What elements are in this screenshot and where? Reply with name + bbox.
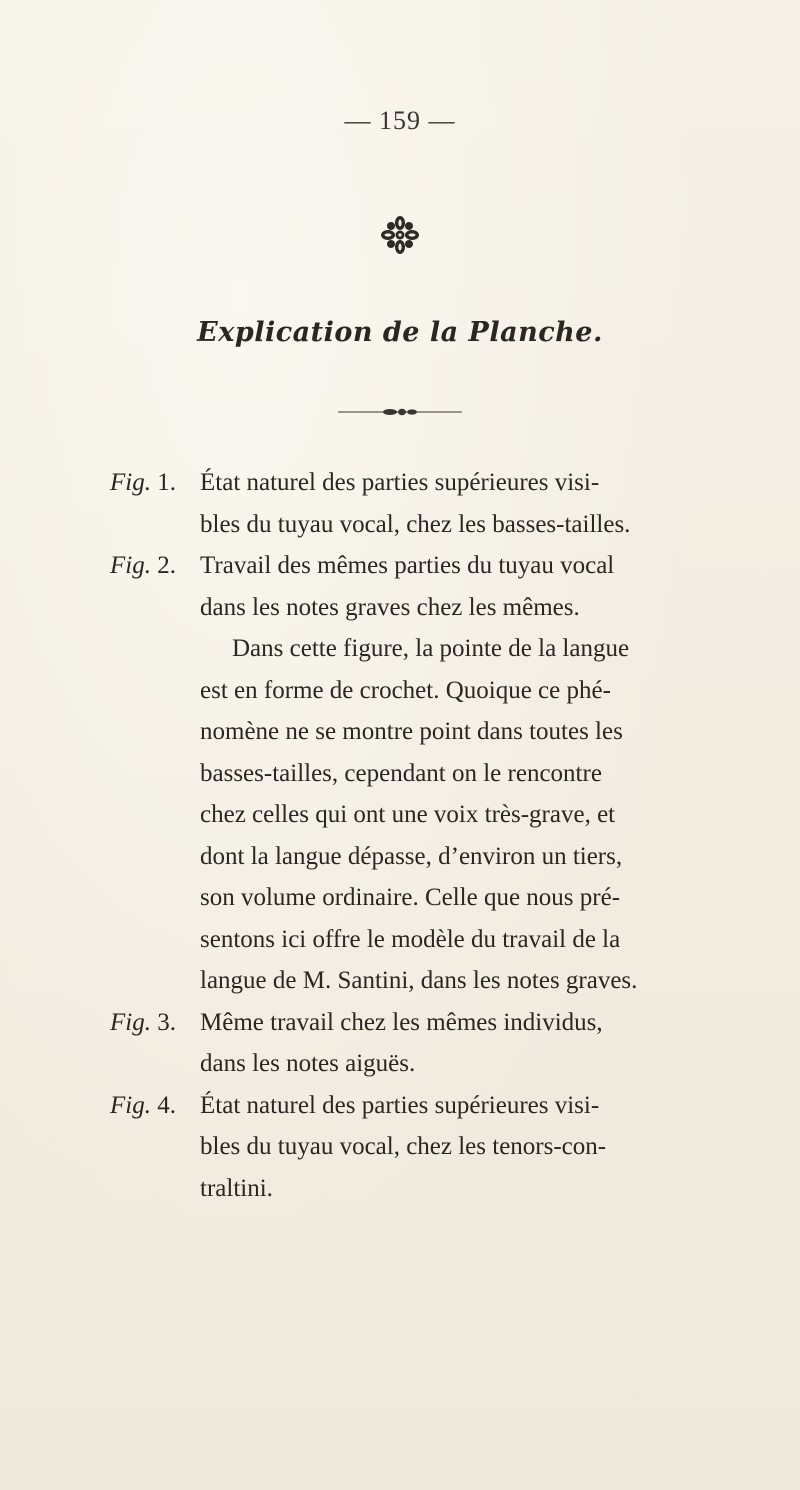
figure-label: Fig. 2. — [110, 552, 176, 579]
entry-text: bles du tuyau vocal, chez les basses-tailles. — [200, 510, 631, 538]
figure-entry-3 — [0, 1002, 800, 1085]
entry-line — [0, 587, 800, 629]
entry-text: traltini. — [200, 1174, 273, 1202]
figure-label: Fig. 3. — [110, 1008, 176, 1036]
figure-label: Fig. 1. — [110, 469, 176, 496]
entry-line — [0, 711, 800, 753]
fleuron-icon — [378, 213, 422, 257]
entry-line — [0, 628, 800, 670]
entry-text: dans les notes graves chez les mêmes. — [200, 593, 580, 621]
ornamental-rule — [338, 408, 462, 416]
entry-text: dont la langue dépasse, d’environ un tiers, — [200, 842, 623, 870]
entry-line — [0, 919, 800, 961]
entry-text: Même travail chez les mêmes individus, — [200, 1008, 603, 1036]
entry-text: basses-tailles, cependant on le rencontre — [200, 759, 602, 787]
figure-label: Fig. 4. — [110, 1091, 176, 1119]
entry-line — [0, 794, 800, 836]
figure-entry-4 — [0, 1085, 800, 1210]
entry-line — [0, 836, 800, 878]
entry-line — [0, 1043, 800, 1085]
entry-text: bles du tuyau vocal, chez les tenors-con- — [200, 1133, 607, 1160]
entry-text: chez celles qui ont une voix très-grave, et — [200, 801, 616, 828]
entry-line — [0, 670, 800, 712]
entry-text: État naturel des parties supérieures visi- — [200, 469, 600, 496]
entry-line — [0, 1085, 800, 1127]
entry-line — [0, 462, 800, 504]
entry-line — [0, 1126, 800, 1168]
entry-text: dans les notes aiguës. — [200, 1050, 416, 1077]
entry-line — [0, 753, 800, 795]
page-number: — 159 — — [344, 106, 456, 135]
figure-entry-2 — [0, 545, 800, 1002]
entry-text: Travail des mêmes parties du tuyau vocal — [200, 552, 615, 579]
figure-entry-1 — [0, 462, 800, 545]
entry-line — [0, 504, 800, 546]
entry-text: son volume ordinaire. Celle que nous pré- — [200, 884, 621, 911]
entry-line — [0, 960, 800, 1002]
entry-text: est en forme de crochet. Quoique ce phé- — [200, 676, 611, 704]
section-heading: Explication de la Planche. — [197, 317, 603, 348]
entry-line — [0, 877, 800, 919]
entry-line — [0, 1168, 800, 1210]
entry-text: langue de M. Santini, dans les notes graves. — [200, 967, 638, 994]
figure-explanations — [0, 462, 800, 1209]
entry-text: sentons ici offre le modèle du travail de la — [200, 925, 621, 953]
entry-line — [0, 545, 800, 587]
entry-text: Dans cette figure, la pointe de la langue — [232, 635, 630, 662]
entry-line — [0, 1002, 800, 1044]
entry-text: nomène ne se montre point dans toutes les — [200, 718, 623, 745]
entry-text: État naturel des parties supérieures visi- — [200, 1091, 600, 1119]
